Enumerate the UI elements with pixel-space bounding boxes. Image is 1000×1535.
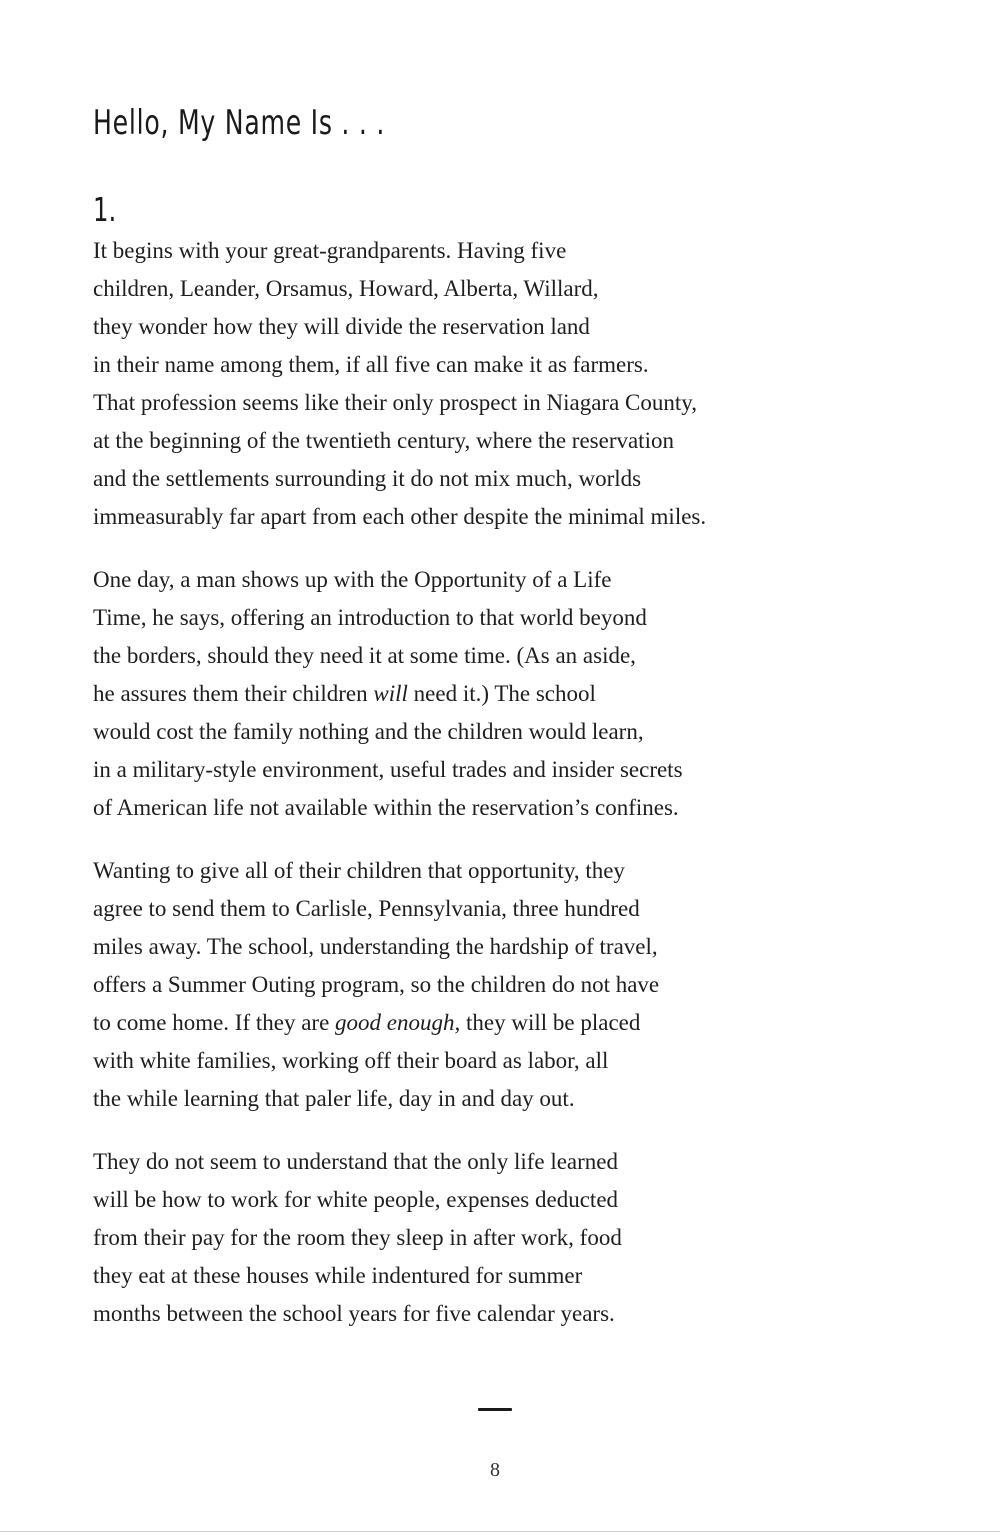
text-run: he assures them their children — [93, 681, 374, 706]
paragraph-2 — [93, 561, 683, 827]
text-run: need it.) The school — [407, 681, 596, 706]
paragraph-3 — [93, 852, 659, 1118]
italic-emphasis: will — [373, 681, 408, 706]
text-line: miles away. The school, understanding the hardship of travel, — [93, 934, 658, 959]
chapter-title: Hello, My Name Is . . . — [93, 103, 386, 143]
text-line: of American life not available within the reservation’s confines. — [93, 795, 679, 820]
text-line: months between the school years for five calendar years. — [93, 1301, 615, 1326]
text-line: Time, he says, offering an introduction to that world beyond — [93, 605, 647, 630]
text-line — [93, 675, 683, 713]
page-bottom-edge — [0, 1531, 1000, 1532]
text-line: immeasurably far apart from each other despite the minimal miles. — [93, 504, 707, 529]
text-line: they wonder how they will divide the reservation land — [93, 314, 590, 339]
text-run: to come home. If they are — [93, 1010, 336, 1035]
text-line: the borders, should they need it at some time. (As an aside, — [93, 643, 636, 668]
text-line: the while learning that paler life, day in and day out. — [93, 1086, 575, 1111]
text-line: at the beginning of the twentieth century, where the reservation — [93, 428, 674, 453]
text-line: offers a Summer Outing program, so the children do not have — [93, 972, 660, 997]
text-line: children, Leander, Orsamus, Howard, Alberta, Willard, — [93, 276, 599, 301]
section-number: 1. — [93, 190, 117, 229]
text-line: they eat at these houses while indentured for summer — [93, 1263, 583, 1288]
text-line: in their name among them, if all five can make it as farmers. — [93, 352, 649, 377]
text-line: from their pay for the room they sleep in after work, food — [93, 1225, 622, 1250]
text-line: One day, a man shows up with the Opportunity of a Life — [93, 567, 612, 592]
italic-emphasis: good enough, — [335, 1010, 461, 1035]
text-line — [93, 1004, 659, 1042]
text-line: agree to send them to Carlisle, Pennsylvania, three hundred — [93, 896, 640, 921]
text-line: will be how to work for white people, expenses deducted — [93, 1187, 619, 1212]
text-line: Wanting to give all of their children that opportunity, they — [93, 858, 625, 883]
text-line: in a military-style environment, useful trades and insider secrets — [93, 757, 683, 782]
text-run: they will be placed — [460, 1010, 641, 1035]
paragraph-1 — [93, 232, 706, 536]
text-line: That profession seems like their only prospect in Niagara County, — [93, 390, 698, 415]
text-line: would cost the family nothing and the children would learn, — [93, 719, 644, 744]
text-line: They do not seem to understand that the only life learned — [93, 1149, 619, 1174]
paragraph-4 — [93, 1143, 622, 1333]
page-number-rule — [478, 1408, 512, 1411]
text-line: It begins with your great-grandparents. Having five — [93, 238, 567, 263]
text-line: and the settlements surrounding it do not mix much, worlds — [93, 466, 642, 491]
page-number: 8 — [490, 1459, 500, 1481]
text-line: with white families, working off their board as labor, all — [93, 1048, 609, 1073]
